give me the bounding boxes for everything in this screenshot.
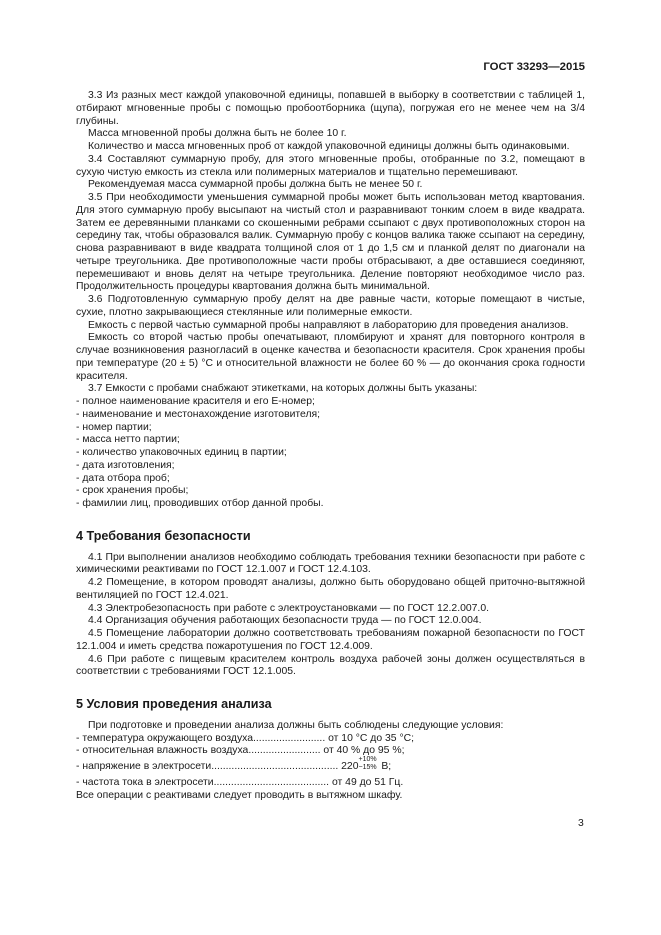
paragraph-4-2: 4.2 Помещение, в котором проводят анализы, должно быть оборудовано общей приточно-вытяжной вентиляцией по ГОСТ 12.4.021. xyxy=(76,577,585,601)
list-item: - фамилии лиц, проводивших отбор данной пробы. xyxy=(76,498,324,509)
condition-temperature: - температура окружающего воздуха......................... от 10 °С до 35 °С; xyxy=(76,732,414,744)
list-item: - количество упаковочных единиц в партии; xyxy=(76,447,287,458)
paragraph-3-5: 3.5 При необходимости уменьшения суммарной пробы может быть использован метод квартования. Для этого суммарную пробу высыпают на чистый стол и разравнивают тонким слоем в виде квадрата. Затем ее деревянными планками со скошенными ребрами ссыпают с двух противоположных сторон на середину так, чтобы образовался валик. Суммарную пробу с концов валика также ссыпают на середину, снова разравнивают в виде квадрата толщиной слоя от 1 до 1,5 см и планкой делят по диагонали на четыре треугольника. Две противоположные части пробы отбрасывают, а две оставшиеся соединяют, перемешивают и вновь делят на четыре треугольника. Деление повторяют необходимое число раз. Продолжительность процедуры квартования должна быть минимальной. xyxy=(76,192,585,293)
conditions-closing: Все операции с реактивами следует проводить в вытяжном шкафу. xyxy=(76,789,403,801)
paragraph: Емкость с первой частью суммарной пробы направляют в лабораторию для проведения анализов. xyxy=(88,319,569,331)
condition-frequency: - частота тока в электросети........................................ от 49 до 51 Гц. xyxy=(76,776,404,788)
document-body xyxy=(76,90,585,802)
paragraph-4-1: 4.1 При выполнении анализов необходимо соблюдать требования техники безопасности при работе с химическими реактивами по ГОСТ 12.1.007 и ГОСТ 12.4.103. xyxy=(76,551,585,576)
paragraph: Рекомендуемая масса суммарной пробы должна быть не менее 50 г. xyxy=(88,179,423,191)
page-number: 3 xyxy=(578,818,584,829)
paragraph-3-3: 3.3 Из разных мест каждой упаковочной единицы, попавшей в выборку в соответствии с таблицей 1, отбирают мгновенные пробы с помощью пробоотборника (щупа), погружая его не менее чем на 3/4 глубины. xyxy=(76,90,585,127)
list-item: - дата отбора проб; xyxy=(76,472,170,484)
document-code: ГОСТ 33293—2015 xyxy=(483,61,585,73)
paragraph-4-4: 4.4 Организация обучения работающих безопасности труда — по ГОСТ 12.0.004. xyxy=(88,615,482,627)
list-item: - номер партии; xyxy=(76,421,152,433)
section-4-heading: 4 Требования безопасности xyxy=(76,528,251,543)
paragraph-3-6: 3.6 Подготовленную суммарную пробу делят на две равные части, которые помещают в чистые, сухие, плотно закрывающиеся стеклянные или полимерные емкости. xyxy=(76,294,585,318)
section-4 xyxy=(76,530,585,679)
paragraph: Масса мгновенной пробы должна быть не более 10 г. xyxy=(88,128,347,140)
paragraph: Количество и масса мгновенных проб от каждой упаковочной единицы должны быть одинаковыми. xyxy=(88,141,570,152)
list-item: - срок хранения пробы; xyxy=(76,485,189,497)
paragraph-4-5: 4.5 Помещение лаборатории должно соответствовать требованиям пожарной безопасности по ГОСТ 12.1.004 и иметь средства пожаротушения по ГОСТ 12.4.009. xyxy=(76,628,585,652)
list-item: - дата изготовления; xyxy=(76,459,175,471)
paragraph-3-7: 3.7 Емкости с пробами снабжают этикетками, на которых должны быть указаны: xyxy=(88,383,478,395)
paragraph-3-4: 3.4 Составляют суммарную пробу, для этого мгновенные пробы, отобранные по 3.2, помещают в сухую чистую емкость из стекла или полимерных материалов и тщательно перемешивают. xyxy=(76,153,585,178)
section-5-heading: 5 Условия проведения анализа xyxy=(76,697,272,711)
label-items-list xyxy=(76,396,585,511)
list-item: - полное наименование красителя и его Е-номер; xyxy=(76,396,315,407)
conditions-intro: При подготовке и проведении анализа должны быть соблюдены следующие условия: xyxy=(88,719,504,731)
section-3-continuation xyxy=(76,90,585,511)
list-item: - масса нетто партии; xyxy=(76,434,180,446)
condition-voltage: - напряжение в электросети............................................ 220 +10% −15% В; xyxy=(76,756,392,772)
list-item: - наименование и местонахождение изготовителя; xyxy=(76,408,321,420)
paragraph-4-6: 4.6 При работе с пищевым красителем контроль воздуха рабочей зоны должен осуществляться в соответствии с требованиями ГОСТ 12.1.005. xyxy=(76,653,585,678)
condition-humidity: - относительная влажность воздуха......................... от 40 % до 95 %; xyxy=(76,745,405,757)
paragraph-4-3: 4.3 Электробезопасность при работе с электроустановками — по ГОСТ 12.2.007.0. xyxy=(88,602,489,614)
paragraph: Емкость со второй частью пробы опечатывают, пломбируют и хранят для повторного контроля в случае возникновения разногласий в оценке качества и безопасности красителя. Срок хранения пробы при температуре (20 ± 5) °С и относительной влажности не более 60 % — до окончания срока годности красителя. xyxy=(76,332,585,382)
section-5 xyxy=(76,698,585,802)
